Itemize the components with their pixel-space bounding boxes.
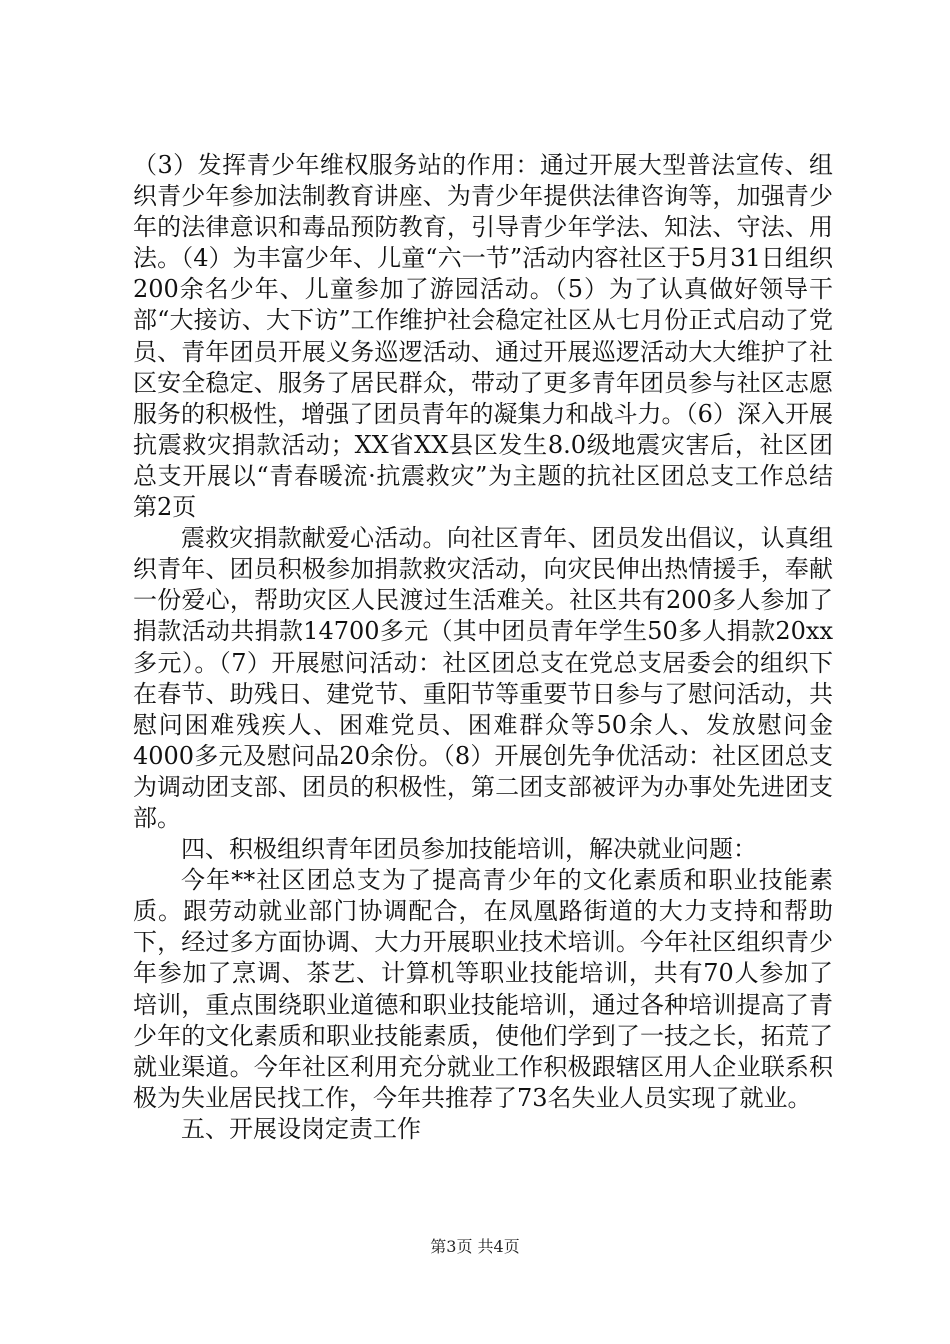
page-number-label: 第3页 共4页 bbox=[430, 1237, 520, 1256]
page-footer bbox=[0, 1237, 950, 1257]
section-heading-skills-training: 四、积极组织青年团员参加技能培训，解决就业问题： bbox=[181, 835, 757, 864]
paragraph-skills-training: 今年**社区团总支为了提高青少年的文化素质和职业技能素质。跟劳动就业部门协调配合，在凤凰路街道的大力支持和帮助下，经过多方面协调、大力开展职业技术培训。今年社区组织青少年参加了烹调、茶艺、计算机等职业技能培训，共有70人参加了培训，重点围绕职业道德和职业技能培训，通过各种培训提高了青少年的文化素质和职业技能素质，使他们学到了一技之长，拓荒了就业渠道。今年社区利用充分就业工作积极跟辖区用人企业联系积极为失业居民找工作，今年共推荐了73名失业人员实现了就业。 bbox=[133, 866, 833, 1112]
section-heading-post-responsibility: 五、开展设岗定责工作 bbox=[181, 1114, 421, 1143]
document-body bbox=[133, 150, 833, 1145]
paragraph-rights-activities: （3）发挥青少年维权服务站的作用：通过开展大型普法宣传、组织青少年参加法制教育讲座、为青少年提供法律咨询等，加强青少年的法律意识和毒品预防教育，引导青少年学法、知法、守法、用法。（4）为丰富少年、儿童“六一节”活动内容社区于5月31日组织200余名少年、儿童参加了游园活动。（5）为了认真做好领导干部“大接访、大下访”工作维护社会稳定社区从七月份正式启动了党员、青年团员开展义务巡逻活动、通过开展巡逻活动大大维护了社区安全稳定、服务了居民群众，带动了更多青年团员参与社区志愿服务的积极性，增强了团员青年的凝集力和战斗力。（6）深入开展抗震救灾捐款活动；XX省XX县区发生8.0级地震灾害后，社区团总支开展以“青春暖流·抗震救灾”为主题的抗社区团总支工作总结第2页 bbox=[133, 151, 833, 522]
paragraph-donation-activities: 震救灾捐款献爱心活动。向社区青年、团员发出倡议，认真组织青年、团员积极参加捐款救灾活动，向灾民伸出热情援手，奉献一份爱心，帮助灾区人民渡过生活难关。社区共有200多人参加了捐款活动共捐款14700多元（其中团员青年学生50多人捐款20xx多元）。（7）开展慰问活动：社区团总支在党总支居委会的组织下在春节、助残日、建党节、重阳节等重要节日参与了慰问活动，共慰问困难残疾人、困难党员、困难群众等50余人、发放慰问金4000多元及慰问品20余份。（8）开展创先争优活动：社区团总支为调动团支部、团员的积极性，第二团支部被评为办事处先进团支部。 bbox=[133, 524, 833, 832]
